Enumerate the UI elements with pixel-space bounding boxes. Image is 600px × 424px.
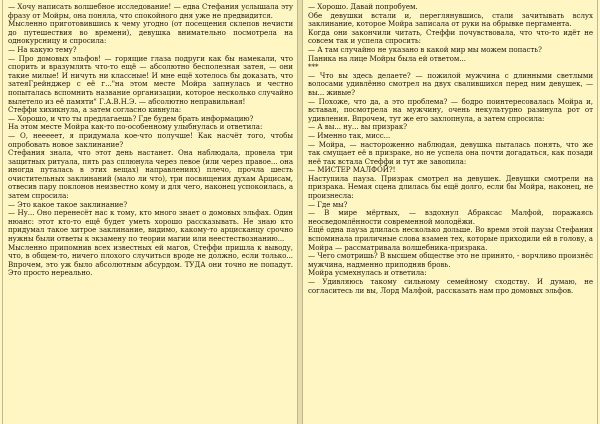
paragraph: — Удивляюсь такому сильному семейному сходству. И думаю, не согласитесь ли вы, Лорд Малфой, рассказать нам про домовых эльфов. xyxy=(308,277,593,295)
paragraph: Мойра усмехнулась и ответила: xyxy=(308,268,427,278)
paragraph: — МИСТЕР МАЛФОЙ?! xyxy=(308,165,396,175)
paragraph: — А вы... ну... вы призрак? xyxy=(308,122,407,132)
paragraph: — Это какое такое заклинание? xyxy=(8,199,128,209)
paragraph: — Что вы здесь делаете? — пожилой мужчина с длинными светлыми волосами удивлённо смотрел на двух свалившихся перед ним девушек, — вы... живые? xyxy=(308,70,593,97)
paragraph: Наступила пауза. Призрак смотрел на девушек. Девушки смотрели на призрака. Немая сцена длилась бы ещё долго, если бы Мойра, наконец, не произнесла: xyxy=(308,173,593,201)
paragraph: — Именно так, мисс... xyxy=(308,130,391,140)
paragraph: Паника на лице Мойры была ей ответом... xyxy=(308,53,466,63)
paragraph: Стефания знала, что этот день настанет. Она наблюдала, провела три защитных ритуала, пять раз сплюнула через левое (или через правое... она иногда путалась в этих вещах) направлениях) плечо, прочла шесть очистительных заклинаний (мало ли что), три посвящения духам Арцисам, отвесив пару поклонов неизвестно кому и для чего, наконец успокоилась, а затем спросила: xyxy=(8,148,293,201)
paragraph: — Хорошо, и что ты предлагаешь? Где будем брать информацию? xyxy=(8,113,254,123)
paragraph: — О, нееееет, я придумала кое-что получше! Как насчёт того, чтобы опробовать новое заклинание? xyxy=(8,130,293,149)
paragraph: Стеффи хихикнула, а затем согласно кивнула: xyxy=(8,105,182,115)
paragraph: — В мире мёртвых, — вздохнул Абраксас Малфой, поражаясь неосведомлённости современной молодёжи. xyxy=(308,208,593,226)
paragraph: — Ну... Оно перенесёт нас к тому, кто много знает о домовых эльфах. Один нюанс: этот кто-то ещё будет уметь хорошо рассказывать. Не знаю кто придумал такое хитрое заклинание, видимо, какому-то арцисканцу срочно нужны были ответы к экзамену по теории магии или неестествознанию... xyxy=(8,208,293,244)
paragraph: Мысленно припомнив всех известных ей магов, Стеффи пришла к выводу, что, в общем-то, ничего плохого случиться вроде не должно, если только... Впрочем, это уж было абсолютным абсурдом. ТУДА они точно не попадут. Это просто нереально. xyxy=(8,242,293,278)
paragraph: — Где мы? xyxy=(308,199,348,209)
paragraph: — А там случайно не указано в какой мир мы можем попасть? xyxy=(308,44,542,54)
paragraph: Обе девушки встали и, переглянувшись, стали зачитывать вслух заклинание, которое Мойра записала от руки на обрывке пергамента. xyxy=(308,10,593,29)
paragraph: — Похоже, что да, а это проблема? — бодро поинтересовалась Мойра и, вставая, посмотрела на мужчину, очень некультурно разинула рот от удивления. Впрочем, тут же его захлопнула, а затем спросила: xyxy=(308,96,593,123)
paragraph: Когда они закончили читать, Стеффи почувствовала, что что-то идёт не совсем так и успела спросить: xyxy=(308,27,593,46)
paragraph: На этом месте Мойра как-то по-особенному улыбнулась и ответила: xyxy=(8,122,263,132)
paragraph: — Чего смотришь? В высшем обществе это не принято, - ворчливо произнёс мужчина, надменно приподняв бровь. xyxy=(308,251,594,269)
paragraph: Мысленно приготовившись к чему угодно (от посещения склепов нечисти до путешествия во времени), девушка внимательно посмотрела на однокурсницу и спросила: xyxy=(8,19,293,46)
right-page xyxy=(302,0,598,424)
paragraph: — Хорошо. Давай попробуем. xyxy=(308,2,418,11)
paragraph: — Хочу написать волшебное исследование! — едва Стефания услышала эту фразу от Мойры, она поняла, что спокойного дня уже не предвидится. xyxy=(8,2,293,20)
paragraph: — На какую тему? xyxy=(8,44,77,54)
paragraph: — Мойра, — настороженно наблюдая, девушка пыталась понять, что же так смущает её в призраке, но не успела она почти догадаться, как позади неё так встала Стеффи и тут же завопила: xyxy=(308,139,593,166)
left-page xyxy=(2,0,298,424)
paragraph: Ещё одна пауза длилась несколько дольше. Во время этой паузы Стефания вспоминала приличные слова взамен тех, которые приходили ей в голову, а Мойра — рассматривала волшебника-призрака. xyxy=(308,225,593,252)
paragraph: — Про домовых эльфов! — горящие глаза подруги как бы намекали, что спорить и вразумлять что-то ещё — абсолютно бесполезная затея, — они такие милые! И ничуть ни классные! И мне ещё хотелось бы доказать, что затеяГрейнджер с её г..."на этом месте Мойра запнулась и честно попыталась вспомнить название организации, которое несколько случайно вылетело из её памяти" Г.А.В.Н.Э. — абсолютно неправильная! xyxy=(8,53,293,106)
scene-break: *** xyxy=(308,62,319,72)
